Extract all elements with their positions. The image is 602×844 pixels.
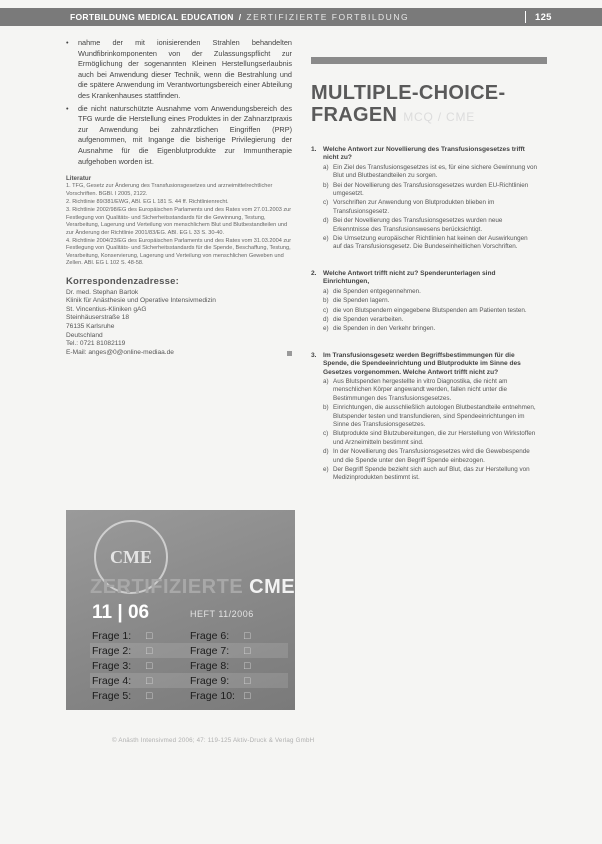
answer-checkbox[interactable]: □ — [244, 659, 251, 672]
answer-row — [90, 628, 288, 643]
question-label: Frage 1: — [92, 629, 132, 642]
question-1 — [311, 146, 538, 252]
answer-option[interactable]: e) Der Begriff Spende bezieht sich auch auf Blut, das zur Herstellung von Medizinprodukten bestimmt ist. — [323, 466, 530, 482]
address-line: Tel.: 0721 81082119 — [66, 340, 126, 348]
answer-row — [90, 673, 288, 688]
answer-checkbox[interactable]: □ — [146, 659, 153, 672]
header-divider — [525, 11, 526, 23]
mc-title-en: MCQ / CME — [403, 110, 476, 124]
bullet-item — [66, 104, 292, 168]
answer-checkbox[interactable]: □ — [244, 674, 251, 687]
literature-entry: 2. Richtlinie 89/381/EWG, ABl. EG L 181 S. 44 ff. Richtlinienrecht. — [66, 198, 229, 205]
literature-entry: 1. TFG, Gesetz zur Änderung des Transfusionsgesetzes und arzneimittelrechtlicher Vorschriften. BGBl. I 2005, 2122. — [66, 183, 273, 197]
answer-checkbox[interactable]: □ — [146, 644, 153, 657]
question-2 — [311, 270, 538, 334]
question-heading: 2. Welche Antwort trifft nicht zu? Spenderunterlagen sind Einrichtungen, — [311, 269, 496, 286]
address-line: Dr. med. Stephan Bartok — [66, 288, 139, 296]
question-label: Frage 2: — [92, 644, 132, 657]
answer-checkbox[interactable]: □ — [244, 689, 251, 702]
correspondence-address — [66, 289, 292, 358]
cme-heft: HEFT 11/2006 — [190, 609, 254, 619]
answer-option[interactable]: c) die von Blutspendern eingegebene Blutspenden am Patienten testen. — [323, 306, 527, 314]
header-separator: / — [238, 12, 242, 22]
left-column — [66, 38, 292, 357]
header-title: FORTBILDUNG MEDICAL EDUCATION — [70, 12, 234, 22]
mc-title — [311, 82, 538, 128]
mc-title-line2: FRAGEN — [311, 104, 398, 126]
answer-option[interactable]: e) Die Umsetzung europäischer Richtlinien hat keinen der Auswirkungen auf das Transfusionsgesetz. Die Bundeseinheitlichen Vorschriften. — [323, 235, 528, 251]
answer-option[interactable]: a) Ein Ziel des Transfusionsgesetzes ist es, für eine sichere Gewinnung von Blut und Blutbestandteilen zu sorgen. — [323, 163, 538, 180]
literature-heading: Literatur — [66, 175, 92, 183]
zert-label: ZERTIFIZIERTE — [90, 576, 244, 598]
email-line: E-Mail: anges@0@online-mediaa.de — [66, 348, 174, 356]
answer-grid — [90, 628, 288, 703]
bullet-dot: • — [66, 103, 69, 113]
address-line: Deutschland — [66, 331, 103, 339]
literature-entry: 3. Richtlinie 2002/98/EG des Europäischen Parlaments und des Rates vom 27.01.2003 zur Festlegung von Qualitäts- und Sicherheitsstandards für die Gewinnung, Testung, Verarbeitung, Lagerung und Verteilung von menschlichem Blut und Blutbestandteilen und zur Änderung der Richtlinie 2001/83/EG. ABl. EG L 33 S. 30-40. — [66, 207, 292, 236]
page-footer: © Anästh Intensivmed 2006; 47: 119-125 Aktiv-Druck & Verlag GmbH — [112, 737, 315, 744]
question-label: Frage 7: — [190, 644, 230, 657]
answer-option[interactable]: b) die Spenden lagern. — [323, 297, 390, 305]
question-heading: 1. Welche Antwort zur Novellierung des Transfusionsgesetzes trifft nicht zu? — [311, 146, 525, 162]
answer-option[interactable]: a) Aus Blutspenden hergestellte in vitro Diagnostika, die nicht am menschlichen Körper angewandt werden, fallen nicht unter die Bestimmungen des Transfusionsgesetzes. — [323, 377, 508, 402]
cme-zert-title — [90, 576, 295, 599]
question-label: Frage 6: — [190, 629, 230, 642]
literature-entry: 4. Richtlinie 2004/23/EG des Europäischen Parlaments und des Rates vom 31.03.2004 zur Festlegung von Qualitäts- und Sicherheitsstandards für die Spende, Beschaffung, Testung, Verarbeitung, Konservierung, Lagerung und Verteilung von menschlichen Geweben und Zellen. ABl. EG L 102 S. 48-58. — [66, 237, 292, 267]
running-header — [0, 8, 602, 26]
question-label: Frage 8: — [190, 659, 230, 672]
cme-seal: CME — [94, 520, 168, 594]
end-square-icon — [287, 351, 292, 356]
question-3 — [311, 352, 538, 483]
correspondence-heading: Korrespondenzadresse: — [66, 275, 179, 287]
right-column-top-rule — [311, 57, 547, 64]
answer-row — [90, 643, 288, 658]
answer-option[interactable]: d) die Spenden verarbeiten. — [323, 315, 404, 323]
answer-option[interactable]: d) Bei der Novellierung des Transfusionsgesetzes wurden neue Erkenntnisse des Transfusionswesens berücksichtigt. — [323, 217, 503, 233]
answer-checkbox[interactable]: □ — [146, 629, 153, 642]
header-title-de: ZERTIFIZIERTE FORTBILDUNG — [246, 12, 410, 22]
mc-title-line1: MULTIPLE-CHOICE- — [311, 82, 506, 104]
question-label: Frage 3: — [92, 659, 132, 672]
answer-option[interactable]: e) die Spenden in den Verkehr bringen. — [323, 325, 436, 333]
answer-checkbox[interactable]: □ — [244, 644, 251, 657]
address-line: 76135 Karlsruhe — [66, 322, 115, 330]
answer-checkbox[interactable]: □ — [244, 629, 251, 642]
bullet-text: die nicht naturschützte Ausnahme vom Anwendungsbereich des TFG wurde die Herstellung eines Produktes in der Zahnarztpraxis zur Anwendung bei zahnärztlichen Eingriffen (PRP) aufgenommen, mit Ingange die bisherige Privilegierung der Ausnahme für die Eigenblutprodukte zur Immuntherapie aufgehoben worden ist. — [78, 103, 292, 166]
answer-checkbox[interactable]: □ — [146, 689, 153, 702]
address-line: Steinhäuserstraße 18 — [66, 314, 130, 322]
address-line: St. Vincentius-Kliniken gAG — [66, 305, 147, 313]
question-heading: 3. Im Transfusionsgesetz werden Begriffsbestimmungen für die Spende, die Spendeeinrichtung und Blutprodukte im Sinne des Gesetzes vorgenommen. Welche Antwort trifft nicht zu? — [311, 351, 521, 376]
page-number: 125 — [535, 11, 552, 23]
answer-option[interactable]: b) Bei der Novellierung des Transfusionsgesetzes wurden EU-Richtlinien umgesetzt. — [323, 181, 529, 198]
answer-checkbox[interactable]: □ — [146, 674, 153, 687]
question-label: Frage 5: — [92, 689, 132, 702]
address-line: Klinik für Anästhesie und Operative Intensivmedizin — [66, 297, 216, 305]
answer-option[interactable]: c) Blutprodukte sind Blutzubereitungen, die zur Herstellung von Wirkstoffen und Arzneimitteln bestimmt sind. — [323, 430, 536, 446]
question-label: Frage 4: — [92, 674, 132, 687]
bullet-text: nahme der mit ionisierenden Strahlen behandelten Wundfibrinkomponenten von der Zulassungspflicht zur Ermöglichung der sogenannten Kleinen Herstellungserlaubnis auch bei Anwendung dieser Technik, wenn die Bestrahlung und die spätere Anwendung im Verantwortungsbereich einer Abteilung des Krankenhauses stattfinden. — [78, 38, 292, 100]
right-column — [311, 64, 538, 483]
cme-label: CME — [249, 576, 295, 598]
answer-option[interactable]: c) Vorschriften zur Anwendung von Blutprodukten blieben im Transfusionsgesetz. — [323, 199, 495, 215]
answer-row — [90, 658, 288, 673]
question-label: Frage 9: — [190, 674, 230, 687]
bullet-item — [66, 38, 292, 102]
question-label: Frage 10: — [190, 689, 235, 702]
answer-option[interactable]: d) In der Novellierung des Transfusionsgesetzes wird die Gewebespende und die Spende unter den Begriff Spende einbezogen. — [323, 448, 530, 464]
cme-issue: 11 | 06 — [92, 602, 150, 623]
answer-row — [90, 688, 288, 703]
answer-option[interactable]: b) Einrichtungen, die ausschließlich autologen Blutbestandteile entnehmen, Blutspender testen und transfundieren, sind Spendeeinrichtungen im Sinne des Transfusionsgesetzes. — [323, 404, 536, 428]
bullet-dot: • — [66, 38, 69, 47]
answer-option[interactable]: a) die Spenden entgegennehmen. — [323, 287, 421, 295]
cme-answer-box — [66, 510, 295, 710]
